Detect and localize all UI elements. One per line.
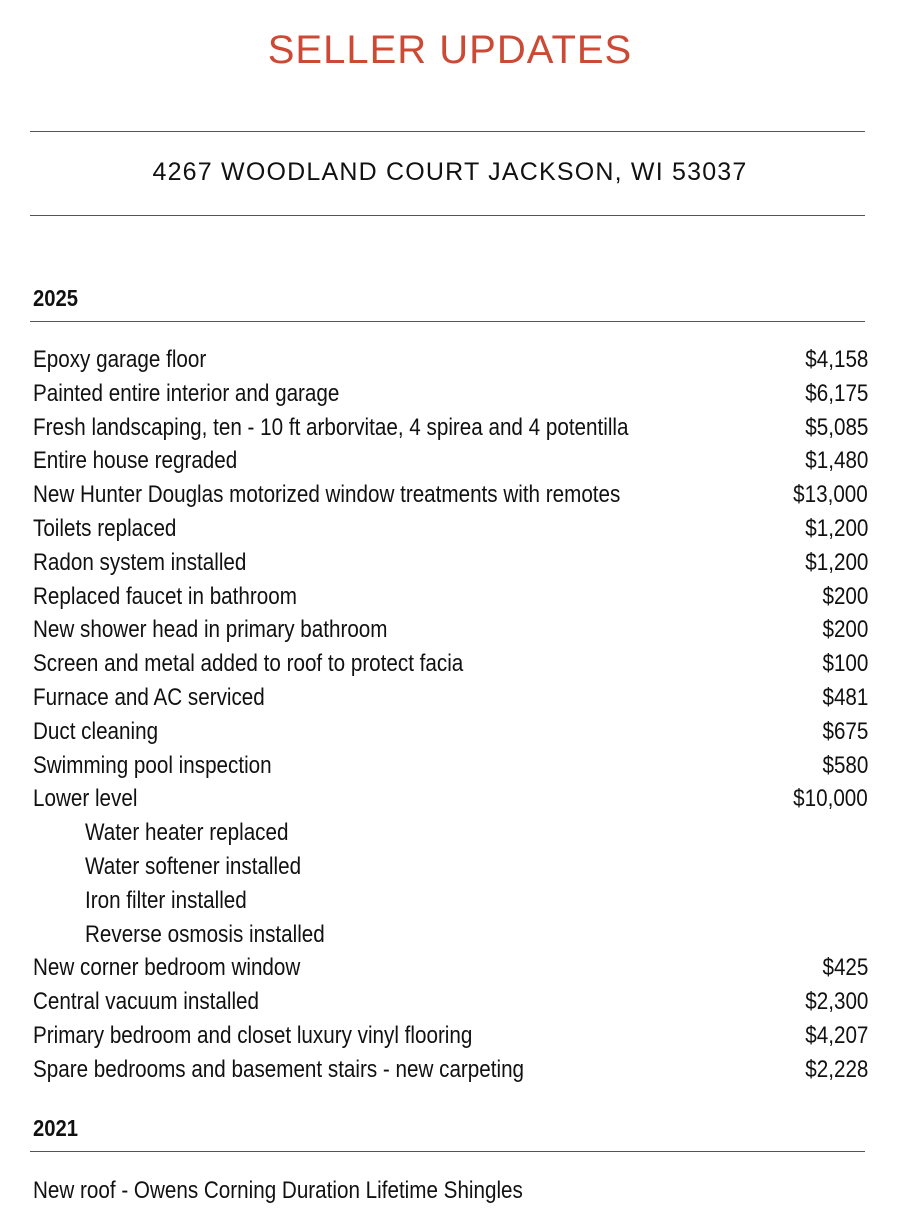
item-description: New corner bedroom window — [33, 954, 301, 982]
item-amount: $6,175 — [804, 379, 868, 407]
list-item — [33, 715, 868, 749]
divider-2025 — [30, 321, 865, 322]
item-amount: $481 — [822, 683, 868, 711]
list-item — [33, 478, 868, 512]
item-amount: $10,000 — [793, 785, 868, 813]
list-subitem — [33, 850, 868, 884]
list-item — [33, 411, 868, 445]
list-item — [33, 343, 868, 377]
item-amount: $580 — [822, 751, 868, 779]
item-description: Reverse osmosis installed — [85, 920, 325, 948]
item-description: New roof - Owens Corning Duration Lifetime Shingles — [33, 1177, 523, 1204]
list-item — [33, 546, 868, 580]
list-item — [33, 681, 868, 715]
item-description: Replaced faucet in bathroom — [33, 582, 297, 610]
item-amount: $2,228 — [804, 1055, 868, 1083]
item-description: Fresh landscaping, ten - 10 ft arborvitae, 4 spirea and 4 potentilla — [33, 413, 629, 441]
item-description: Primary bedroom and closet luxury vinyl flooring — [33, 1021, 473, 1049]
item-description: Duct cleaning — [33, 717, 159, 745]
item-description: Entire house regraded — [33, 447, 238, 475]
item-description: Swimming pool inspection — [33, 751, 272, 779]
list-subitem — [33, 816, 868, 850]
item-amount: $100 — [822, 650, 868, 678]
list-item — [33, 580, 868, 614]
item-amount: $2,300 — [804, 988, 868, 1016]
list-subitem — [33, 918, 868, 952]
item-description: Radon system installed — [33, 548, 247, 576]
item-description: Painted entire interior and garage — [33, 379, 340, 407]
item-description: Lower level — [33, 785, 138, 813]
section-year-2021: 2021 — [33, 1115, 79, 1141]
divider-address — [30, 215, 865, 216]
list-item — [33, 613, 868, 647]
property-address: 4267 WOODLAND COURT JACKSON, WI 53037 — [152, 158, 748, 186]
item-amount: $675 — [822, 717, 868, 745]
item-description: Epoxy garage floor — [33, 346, 207, 373]
item-amount: $1,200 — [804, 514, 868, 542]
list-item — [33, 377, 868, 411]
item-amount: $13,000 — [793, 481, 868, 509]
updates-list-2025 — [33, 343, 868, 1087]
list-item — [33, 985, 868, 1019]
divider-2021 — [30, 1151, 865, 1152]
item-amount: $5,085 — [804, 413, 868, 441]
list-item — [33, 749, 868, 783]
updates-list-2021 — [33, 1174, 868, 1208]
item-description: Furnace and AC serviced — [33, 683, 265, 711]
list-item — [33, 512, 868, 546]
item-description: New Hunter Douglas motorized window treatments with remotes — [33, 481, 621, 509]
item-description: Central vacuum installed — [33, 988, 260, 1016]
list-subitem — [33, 884, 868, 918]
item-description: New shower head in primary bathroom — [33, 616, 388, 644]
list-item — [33, 444, 868, 478]
item-amount: $1,480 — [804, 447, 868, 475]
page-title: SELLER UPDATES — [267, 28, 633, 72]
divider-top — [30, 131, 865, 132]
item-description: Screen and metal added to roof to protect facia — [33, 650, 464, 678]
item-amount: $200 — [822, 616, 868, 644]
list-item — [33, 1019, 868, 1053]
list-item — [33, 1053, 868, 1087]
item-amount: $200 — [822, 582, 868, 610]
item-description: Water heater replaced — [85, 819, 289, 847]
item-description: Toilets replaced — [33, 514, 177, 542]
item-amount: $4,207 — [804, 1021, 868, 1049]
list-item — [33, 951, 868, 985]
item-amount: $4,158 — [804, 346, 868, 373]
list-item — [33, 1174, 868, 1208]
list-item — [33, 782, 868, 816]
item-amount: $1,200 — [804, 548, 868, 576]
item-description: Water softener installed — [85, 852, 302, 880]
item-amount: $425 — [822, 954, 868, 982]
item-description: Iron filter installed — [85, 886, 247, 914]
item-description: Spare bedrooms and basement stairs - new carpeting — [33, 1055, 525, 1083]
section-year-2025: 2025 — [33, 285, 79, 311]
list-item — [33, 647, 868, 681]
